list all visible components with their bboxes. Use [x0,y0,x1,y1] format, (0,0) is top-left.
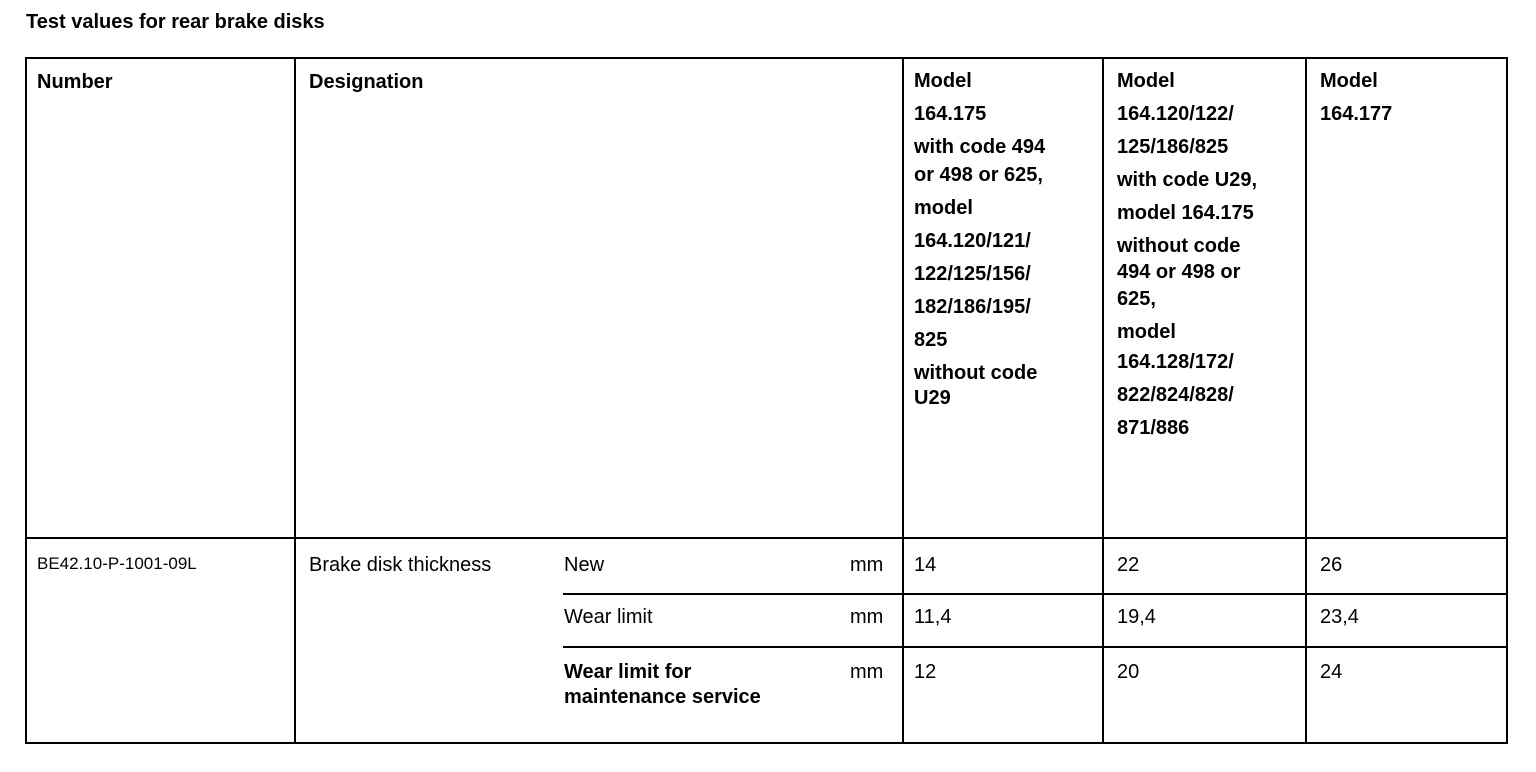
item-label-maintenance: Wear limit for [564,661,692,683]
header-model-1 [914,70,1045,412]
column-divider [294,57,296,744]
column-divider [1102,57,1104,744]
model-1-line: 182/186/195/ [914,296,1031,318]
header-designation: Designation [309,71,424,93]
model-2-line: without code [1117,235,1241,257]
item-label-wear-limit: Wear limit [564,606,653,628]
value-cell: 11,4 [914,606,952,628]
model-1-line: 122/125/156/ [914,263,1031,285]
model-1-line: 164.175 [914,103,987,125]
model-2-line: 164.120/122/ [1117,103,1234,125]
value-cell: 22 [1117,554,1140,576]
model-1-line: 825 [914,329,948,351]
model-1-line: with code 494 [914,136,1046,158]
document-title: Test values for rear brake disks [26,11,325,33]
header-number: Number [37,71,113,93]
model-2-line: 871/886 [1117,417,1190,439]
item-unit: mm [850,661,884,683]
value-cell: 26 [1320,554,1343,576]
item-label-maintenance-line2: maintenance service [564,686,761,708]
model-1-line: 164.120/121/ [914,230,1031,252]
row-designation: Brake disk thickness [309,554,492,576]
value-cell: 23,4 [1320,606,1359,628]
value-cell: 12 [914,661,937,683]
model-1-line: or 498 or 625, [914,164,1043,186]
model-2-line: 625, [1117,288,1156,310]
item-label-new: New [564,554,605,576]
model-1-line: U29 [914,387,951,409]
model-1-line: Model [914,70,972,92]
value-cell: 20 [1117,661,1140,683]
model-2-line: with code U29, [1117,169,1258,191]
value-cell: 14 [914,554,937,576]
item-unit: mm [850,554,884,576]
column-divider [1305,57,1307,744]
model-2-line: 164.128/172/ [1117,351,1234,373]
item-unit: mm [850,606,884,628]
test-values-table [25,57,1508,744]
model-2-line: 125/186/825 [1117,136,1229,158]
model-3-line: Model [1320,70,1378,92]
header-model-3 [1320,70,1392,136]
row-divider [25,537,1508,539]
model-2-line: 494 or 498 or [1117,261,1241,283]
model-2-line: 822/824/828/ [1117,384,1234,406]
value-cell: 24 [1320,661,1343,683]
row-number: BE42.10-P-1001-09L [37,554,197,573]
model-2-line: model 164.175 [1117,202,1254,224]
model-2-line: Model [1117,70,1175,92]
header-model-2 [1117,70,1257,450]
row-divider [563,593,1508,595]
model-3-line: 164.177 [1320,103,1393,125]
model-1-line: without code [914,362,1038,384]
model-2-line: model [1117,321,1176,343]
value-cell: 19,4 [1117,606,1156,628]
row-divider [563,646,1508,648]
model-1-line: model [914,197,973,219]
column-divider [902,57,904,744]
